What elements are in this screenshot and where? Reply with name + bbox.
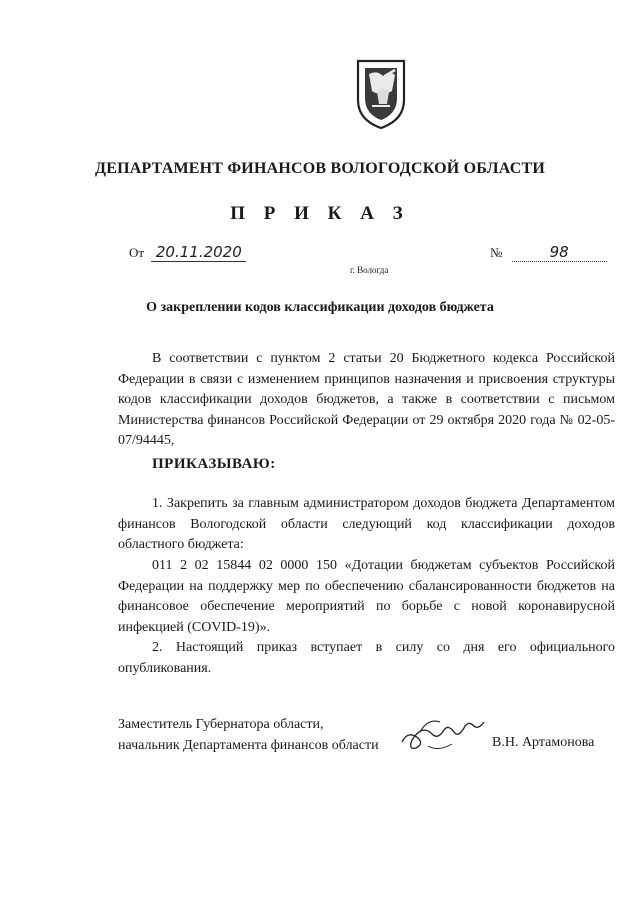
signatory-position xyxy=(118,714,379,756)
position-line-2: начальник Департамента финансов области xyxy=(118,738,379,753)
coat-of-arms-emblem xyxy=(355,58,407,130)
handwritten-date: 20.11.2020 xyxy=(151,244,246,262)
orders-heading: ПРИКАЗЫВАЮ: xyxy=(152,456,276,472)
city-label: г. Вологда xyxy=(350,265,389,275)
number-line xyxy=(490,244,607,262)
order-item-2: 2. Настоящий приказ вступает в силу со дня его официального опубликования. xyxy=(118,640,615,676)
order-item-1: 1. Закрепить за главным администратором доходов бюджета Департаментом финансов Вологодской области следующий код классификации доходов областного бюджета: xyxy=(118,496,615,552)
handwritten-signature xyxy=(398,712,488,758)
date-line xyxy=(129,244,246,262)
position-line-1: Заместитель Губернатора области, xyxy=(118,717,324,732)
handwritten-number: 98 xyxy=(512,244,607,262)
signatory-name: В.Н. Артамонова xyxy=(492,735,595,750)
preamble-paragraph: В соответствии с пунктом 2 статьи 20 Бюджетного кодекса Российской Федерации в связи с изменением принципов назначения и присвоения структуры кодов классификации доходов бюджетов, а также в соответствии с письмом Министерства финансов Российской Федерации от 29 октября 2020 года № 02-05-07/94445, xyxy=(118,351,615,448)
document-type-heading: П Р И К А З xyxy=(230,203,410,224)
number-prefix: № xyxy=(490,245,503,260)
order-subject: О закреплении кодов классификации доходов бюджета xyxy=(146,300,494,315)
department-title: ДЕПАРТАМЕНТ ФИНАНСОВ ВОЛОГОДСКОЙ ОБЛАСТИ xyxy=(94,160,546,177)
order-item-1-code: 011 2 02 15844 02 0000 150 «Дотации бюджетам субъектов Российской Федерации на поддержку мер по обеспечению сбалансированности бюджетов на финансовое обеспечение мероприятий по борьбе с новой коронавирусной инфекцией (COVID-19)». xyxy=(118,558,615,635)
date-prefix: От xyxy=(129,245,145,260)
